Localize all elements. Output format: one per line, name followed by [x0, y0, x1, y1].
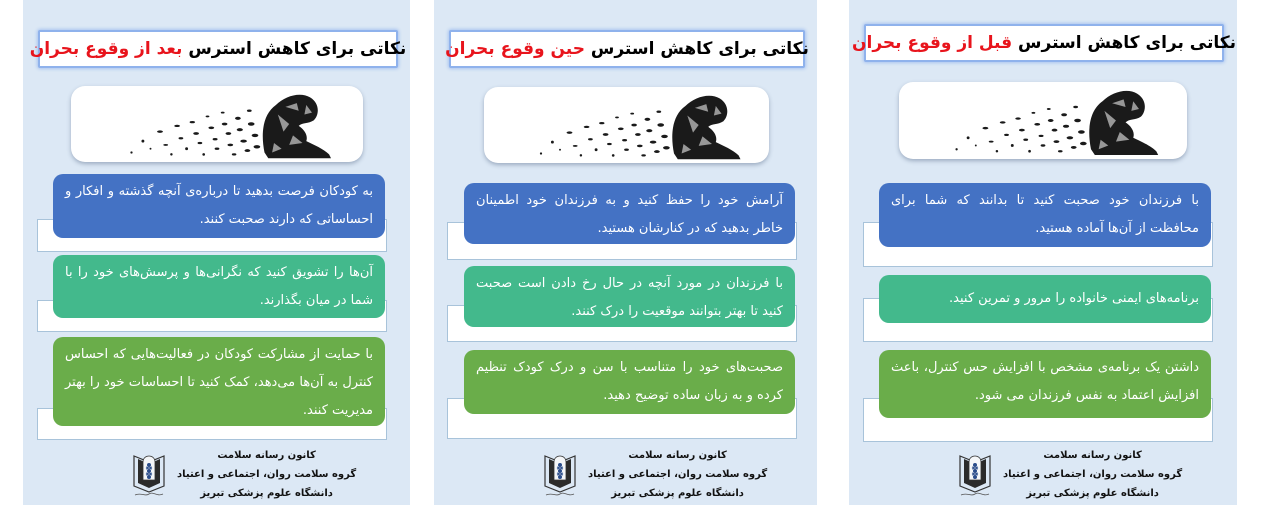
tip-card-2 [53, 255, 385, 318]
tip-card-1 [464, 183, 795, 244]
title-black-text: نکاتی برای کاهش استرس [590, 39, 809, 59]
stressed-person-image [71, 86, 363, 162]
poster-footer [957, 446, 1182, 503]
poster-panel-after [23, 0, 410, 505]
tip-text: آن‌ها را تشویق کنید که نگرانی‌ها و پرسش‌های خود را با شما در میان بگذارند. [65, 265, 373, 308]
tip-text: به کودکان فرصت بدهید تا درباره‌ی آنچه گذشته و افکار و احساساتی که دارند صحبت کنند. [65, 184, 373, 227]
university-logo-icon [957, 450, 993, 500]
tip-text: آرامش خود را حفظ کنید و به فرزندان خود اطمینان خاطر بدهید که در کنارشان هستید. [476, 193, 783, 236]
footer-line-2: گروه سلامت روان، اجتماعی و اعتیاد [177, 469, 357, 480]
tip-text: با فرزندان در مورد آنچه در حال رخ دادن است صحبت کنید تا بهتر بتوانند موقعیت را درک کنند. [476, 276, 783, 319]
poster-panel-during [434, 0, 817, 505]
stressed-person-dissolving-icon [899, 82, 1187, 159]
poster-panel-before [849, 0, 1237, 505]
footer-text [588, 446, 767, 503]
tip-text: برنامه‌های ایمنی خانواده را مرور و تمرین کنید. [949, 291, 1199, 306]
stressed-person-dissolving-icon [71, 86, 363, 162]
poster-footer [131, 446, 356, 503]
stressed-person-image [899, 82, 1187, 159]
tip-card-2 [464, 266, 795, 327]
footer-line-1: کانون رسانه سلامت [1043, 450, 1142, 461]
poster-title [29, 30, 407, 68]
footer-line-3: دانشگاه علوم پزشکی تبریز [611, 488, 744, 499]
tip-text: داشتن یک برنامه‌ی مشخص با افزایش حس کنترل، باعث افزایش اعتماد به نفس فرزندان می شود. [891, 360, 1199, 403]
title-red-text: قبل از وقوع بحران [851, 33, 1013, 53]
tip-card-3 [879, 350, 1211, 418]
footer-line-1: کانون رسانه سلامت [628, 450, 727, 461]
poster-title [445, 30, 809, 68]
footer-text [177, 446, 356, 503]
footer-text [1003, 446, 1182, 503]
stressed-person-dissolving-icon [484, 87, 769, 163]
university-logo-icon [542, 450, 578, 500]
tip-card-3 [464, 350, 795, 414]
footer-line-2: گروه سلامت روان، اجتماعی و اعتیاد [588, 469, 768, 480]
footer-line-3: دانشگاه علوم پزشکی تبریز [200, 488, 333, 499]
tip-text: با فرزندان خود صحبت کنید تا بدانند که شما برای محافظت از آن‌ها آماده هستید. [891, 193, 1199, 236]
tip-card-2 [879, 275, 1211, 323]
university-logo-icon [131, 450, 167, 500]
tip-text: با حمایت از مشارکت کودکان در فعالیت‌هایی که احساس کنترل به آن‌ها می‌دهد، کمک کنید تا احساسات خود را بهتر مدیریت کنند. [65, 347, 373, 418]
tip-card-1 [53, 174, 385, 238]
title-black-text: نکاتی برای کاهش استرس [1018, 33, 1237, 53]
poster-footer [542, 446, 767, 503]
title-red-text: حین وقوع بحران [445, 39, 585, 59]
footer-line-2: گروه سلامت روان، اجتماعی و اعتیاد [1003, 469, 1183, 480]
tip-card-1 [879, 183, 1211, 247]
tip-text: صحبت‌های خود را متناسب با سن و درک کودک تنظیم کرده و به زبان ساده توضیح دهید. [476, 360, 783, 403]
title-red-text: بعد از وقوع بحران [29, 39, 183, 59]
footer-line-3: دانشگاه علوم پزشکی تبریز [1026, 488, 1159, 499]
title-black-text: نکاتی برای کاهش استرس [188, 39, 407, 59]
poster-title [851, 24, 1237, 62]
footer-line-1: کانون رسانه سلامت [217, 450, 316, 461]
tip-card-3 [53, 337, 385, 426]
stressed-person-image [484, 87, 769, 163]
